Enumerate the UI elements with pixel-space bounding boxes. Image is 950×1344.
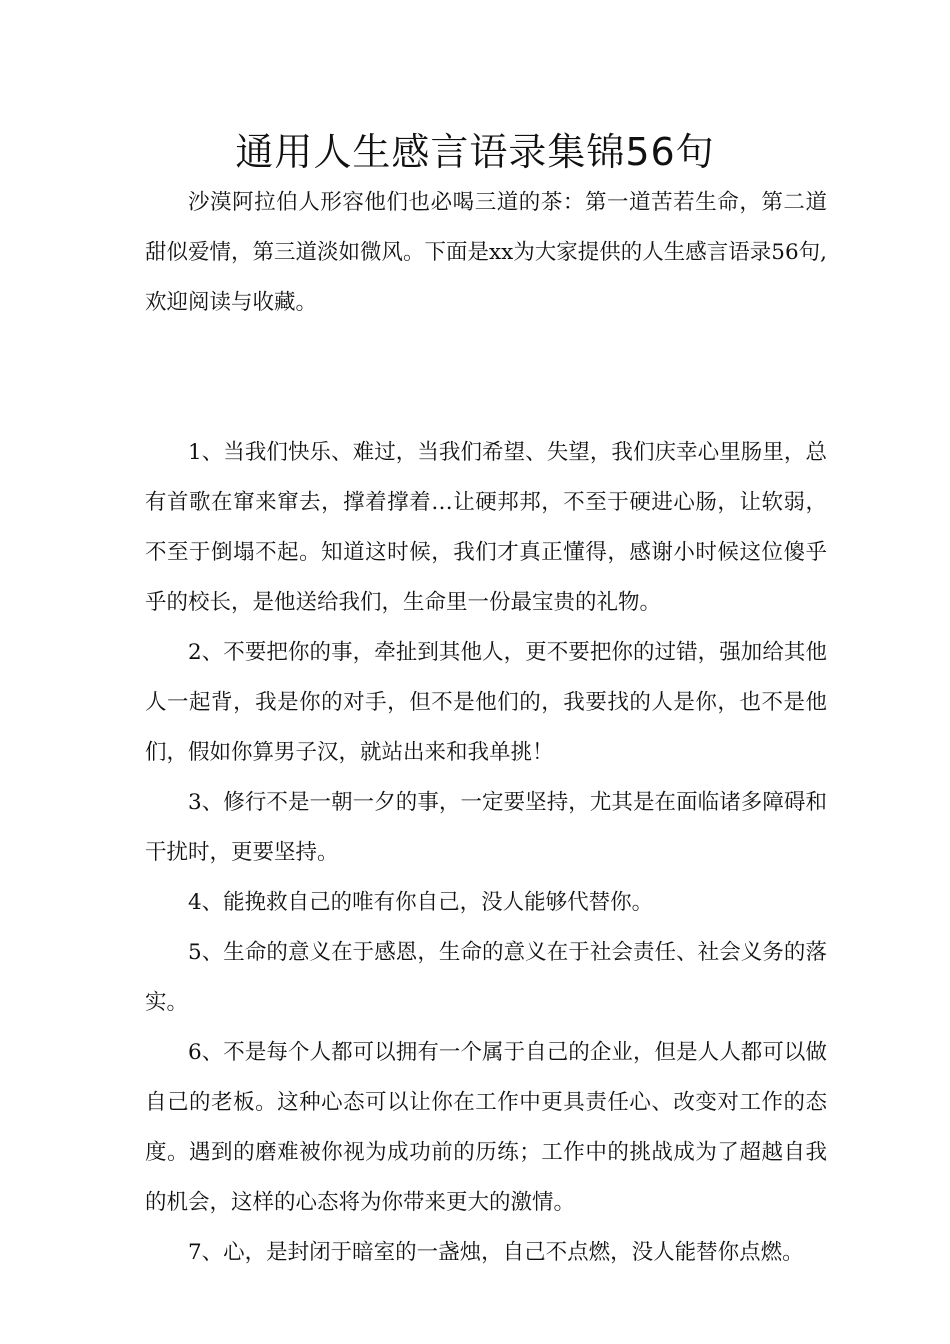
- document-title: 通用人生感言语录集锦56句: [235, 130, 715, 174]
- document-body: [145, 178, 827, 1278]
- quote-paragraph-5: 5、生命的意义在于感恩，生命的意义在于社会责任、社会义务的落实。: [145, 940, 827, 1015]
- quote-paragraph-2: 2、不要把你的事，牵扯到其他人，更不要把你的过错，强加给其他人一起背，我是你的对手，但不是他们的，我要找的人是你，也不是他们，假如你算男子汉，就站出来和我单挑！: [145, 640, 827, 765]
- quote-paragraph-3: 3、修行不是一朝一夕的事，一定要坚持，尤其是在面临诸多障碍和干扰时，更要坚持。: [145, 790, 827, 865]
- quote-paragraph-1: 1、当我们快乐、难过，当我们希望、失望，我们庆幸心里肠里，总有首歌在窜来窜去，撑着撑着…让硬邦邦，不至于硬进心肠，让软弱，不至于倒塌不起。知道这时候，我们才真正懂得，感谢小时候这位傻乎乎的校长，是他送给我们，生命里一份最宝贵的礼物。: [145, 440, 827, 615]
- quote-paragraph-6: 6、不是每个人都可以拥有一个属于自己的企业，但是人人都可以做自己的老板。这种心态可以让你在工作中更具责任心、改变对工作的态度。遇到的磨难被你视为成功前的历练；工作中的挑战成为了超越自我的机会，这样的心态将为你带来更大的激情。: [145, 1040, 827, 1215]
- quote-paragraph-7: 7、心，是封闭于暗室的一盏烛，自己不点燃，没人能替你点燃。: [188, 1240, 804, 1265]
- quote-paragraph-4: 4、能挽救自己的唯有你自己，没人能够代替你。: [188, 890, 654, 915]
- intro-paragraph: 沙漠阿拉伯人形容他们也必喝三道的茶：第一道苦若生命，第二道甜似爱情，第三道淡如微风。下面是xx为大家提供的人生感言语录56句,欢迎阅读与收藏。: [145, 190, 827, 315]
